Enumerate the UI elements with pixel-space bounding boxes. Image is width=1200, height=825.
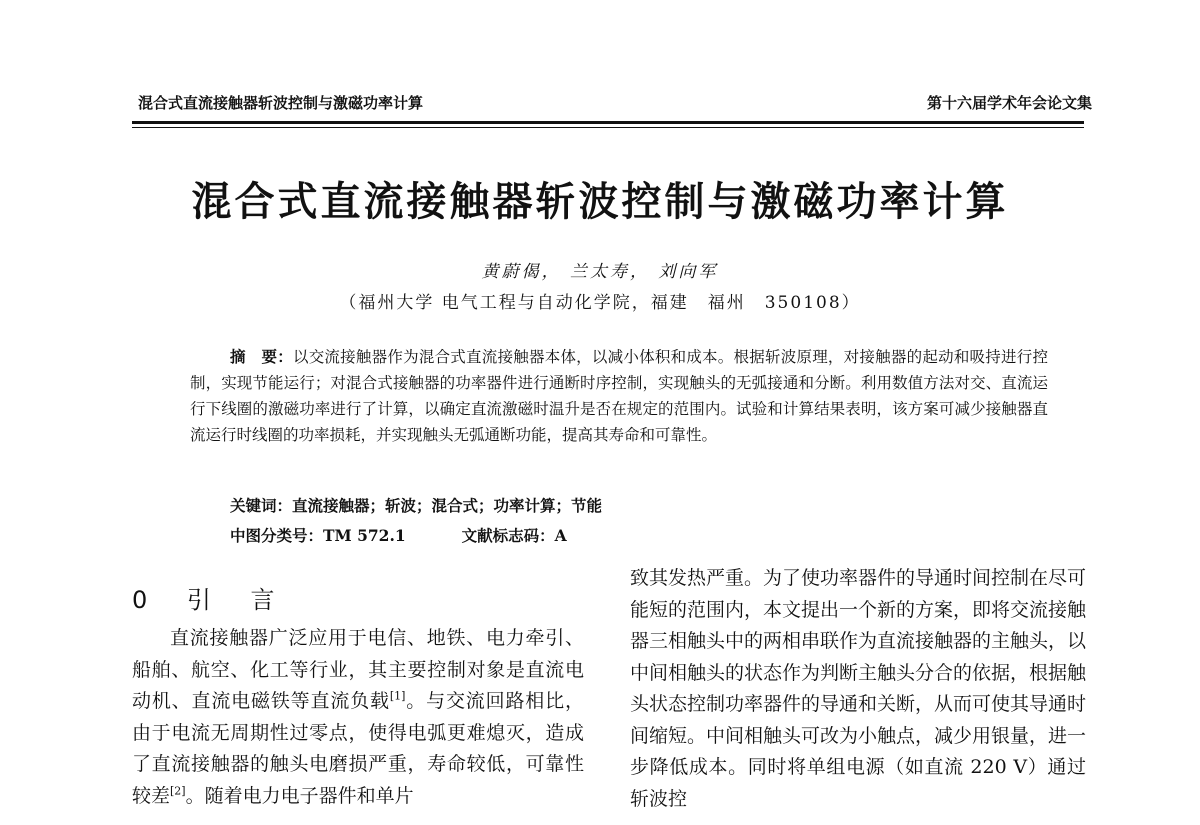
running-header-right: 第十六届学术年会论文集 (926, 94, 1092, 112)
header-rule-thick (132, 121, 1084, 124)
abstract-label: 摘 要： (230, 347, 293, 366)
section-heading-introduction: 0 引 言 (132, 586, 291, 614)
author-list: 黄蔚偈， 兰太寿， 刘向军 (481, 262, 719, 282)
left-paragraph-part1: 直流接触器广泛应用于电信、地铁、电力牵引、船舶、航空、化工等行业，其主要控制对象是直流电动机、直流电磁铁等直流负载 (132, 627, 584, 712)
abstract (190, 344, 1048, 448)
left-paragraph-part2: 。与交流回路相比，由于电流无周期性过零点，使得电弧更难熄灭，造成了直流接触器的触头电磨损严重，寿命较低，可靠性较差 (132, 690, 584, 807)
body-column-left (132, 623, 584, 812)
classification-line (230, 524, 567, 546)
clc-number: 中图分类号：TM 572.1 (230, 526, 406, 545)
keywords: 关键词：直流接触器；斩波；混合式；功率计算；节能 (230, 496, 603, 515)
body-column-right: 致其发热严重。为了使功率器件的导通时间控制在尽可能短的范围内，本文提出一个新的方案，即将交流接触器三相触头中的两相串联作为直流接触器的主触头，以中间相触头的状态作为判断主触头分合的依据，根据触头状态控制功率器件的导通和关断，从而可使其导通时间缩短。中间相触头可改为小触点，减少用银量，进一步降低成本。同时将单组电源（如直流 220 V）通过斩波控 (630, 567, 1087, 810)
header-rule-thin (132, 127, 1084, 128)
abstract-text: 以交流接触器作为混合式直流接触器本体，以减小体积和成本。根据斩波原理，对接触器的起动和吸持进行控制，实现节能运行；对混合式接触器的功率器件进行通断时序控制，实现触头的无弧接通和分断。利用数值方法对交、直流运行下线圈的激磁功率进行了计算，以确定直流激磁时温升是否在规定的范围内。试验和计算结果表明，该方案可减少接触器直流运行时线圈的功率损耗，并实现触头无弧通断功能，提高其寿命和可靠性。 (190, 348, 1048, 444)
left-paragraph-part3: 。随着电力电子器件和单片 (185, 784, 414, 807)
citation-ref-2: [2] (170, 784, 186, 798)
running-header-left: 混合式直流接触器斩波控制与激磁功率计算 (138, 94, 424, 112)
document-code: 文献标志码：A (461, 526, 567, 545)
paper-title: 混合式直流接触器斩波控制与激磁功率计算 (191, 179, 1009, 225)
citation-ref-1: [1] (389, 689, 406, 703)
affiliation: （福州大学 电气工程与自动化学院，福建 福州 350108） (339, 293, 861, 313)
